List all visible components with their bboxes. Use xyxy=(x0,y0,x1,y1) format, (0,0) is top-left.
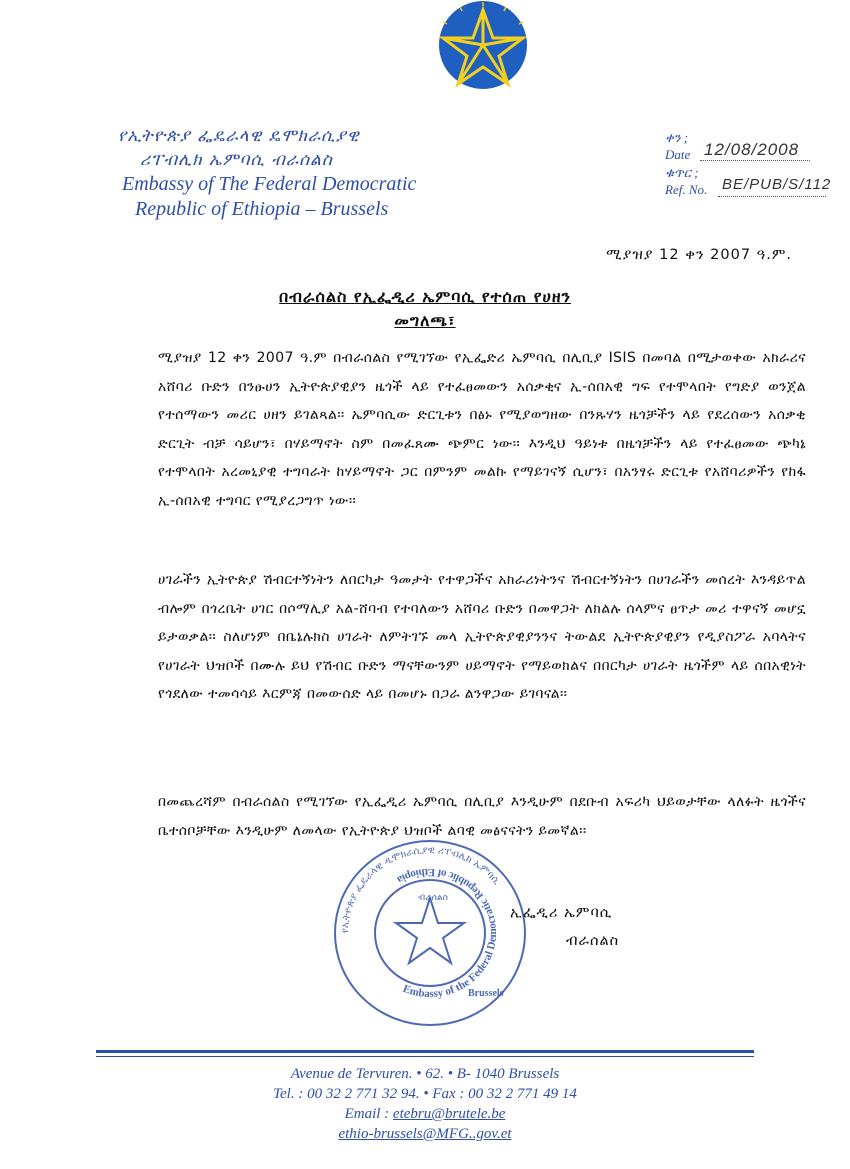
date-amharic-label: ቀን ; xyxy=(665,130,689,145)
ref-amharic-label: ቁጥር ; xyxy=(665,165,699,180)
date-underline xyxy=(700,160,810,161)
footer-phone: Tel. : 00 32 2 771 32 94. • Fax : 00 32 2 771 49 14 xyxy=(273,1086,577,1102)
footer-address: Avenue de Tervuren. • 62. • B- 1040 Brussels xyxy=(290,1066,560,1082)
letter-title-line2: መግለጫ፣ xyxy=(394,311,456,330)
footer-email-link-1[interactable]: etebru@brutele.be xyxy=(392,1106,506,1122)
footer-rule-thin xyxy=(96,1056,754,1057)
signature-line1: ኢፌዲሪ ኤምባሲ xyxy=(510,905,613,921)
ref-underline xyxy=(718,196,826,197)
date-label: Date xyxy=(665,147,691,162)
seal-inner-text: Embassy of the Federal Democratic Republic of Ethiopia xyxy=(394,865,500,1001)
footer-email-row xyxy=(0,1106,850,1123)
paragraph-3: በመጨረሻም በብራሰልስ የሚገኘው የኢፌዲሪ ኤምባሲ በሊቢያ እንዲሁም በደቡብ አፍሪካ ህይወታቸው ላለፉት ዜጎችና ቤተሰቦቻቸው እንዲሁም ለመላው የኢትዮጵያ ህዝቦች ልባዊ መፅናናትን ይመኛል፡፡ xyxy=(158,794,806,839)
ethiopian-emblem-icon xyxy=(428,0,538,100)
footer-email-row-2 xyxy=(0,1126,850,1143)
date-value: 12/08/2008 xyxy=(704,140,800,159)
letterhead-english-line1: Embassy of The Federal Democratic xyxy=(122,173,417,195)
letterhead-amharic-line2: ሪፐብሊክ ኤምባሲ ብራሰልስ xyxy=(140,150,333,170)
paragraph-1: ሚያዝያ 12 ቀን 2007 ዓ.ም በብራሰልስ የሚገኘው የኢፌድሪ ኤምባሲ በሊቢያ ISIS በመባል በሚታወቀው አክራሪና አሸባሪ ቡድን በንፁሀን ኢትዮጵያዊያን ዜጎች ላይ የተፈፀመውን አሰቃቂና ኢ-ሰበአዊ ግፍ የተሞላበት የግድያ ወንጀል የተሰማውን መሪር ሀዘን ይገልጻል፡፡ ኤምባሲው ድርጊቱን በፅኑ የሚያወግዘው በንጹሃን ዜጎቻችን ላይ የደረሰውን አሰቃቂ ድርጊት ብቻ ሳይሆን፣ በሃይማኖት ስም በመፈጸሙ ጭምር ነው፡፡ እንዲህ ዓይነቱ በዜጎቻችን ላይ የተፈፀመው ጭካኔ የተሞላበት አረመኒያዊ ተግባራት ከሃይማኖት ጋር በምንም መልኩ የማይገናኝ ሲሆን፣ በአንፃሩ ድርጊቱ የአሸባሪዎችን የከፋ ኢ-ሰበአዊ ተግባር የሚያረጋግጥ ነው፡፡ xyxy=(158,350,807,509)
letter-date: ሚያዝያ 12 ቀን 2007 ዓ.ም. xyxy=(606,247,792,263)
embassy-seal-icon xyxy=(330,838,530,1028)
letterhead-english-line2: Republic of Ethiopia – Brussels xyxy=(135,198,389,220)
seal-outer-text: የኢትዮጵያ ፌዴራላዊ ዲሞክራሲያዊ ሪፐብሊክ ኤምባሲ xyxy=(339,844,502,934)
footer-email-link-2[interactable]: ethio-brussels@MFG..gov.et xyxy=(338,1126,512,1142)
footer-email-label: Email : xyxy=(344,1106,393,1122)
seal-city-english: Brussels xyxy=(468,988,504,999)
letterhead-amharic-line1: የኢትዮጵያ ፌዴራላዊ ዴሞክራሲያዊ xyxy=(118,126,360,146)
footer-rule-thick xyxy=(96,1050,754,1053)
signature-line2: ብራሰልስ xyxy=(566,933,620,949)
ref-label: Ref. No. xyxy=(665,182,708,197)
ref-value: BE/PUB/S/112 xyxy=(722,176,832,193)
paragraph-2: ሀገራችን ኢትዮጵያ ሽብርተኝነትን ለበርካታ ዓመታት የተዋጋችና አክራሪነትንና ሽብርተኝነትን በሀገራችን መሰረት እንዳይጥል ብሎም በጎረቤት ሀገር በሶማሊያ አል-ሸባብ የተባለውን አሸባሪ ቡድን በመዋጋት ለክልሉ ሰላምና ፀጥታ መሪ ተዋናኝ መሆኗ ይታወቃል፡፡ ስለሆነም በቤኔሉክስ ሀገራት ለምትገኙ መላ ኢትዮጵያዊያንንና ትውልደ ኢትዮጵያዊያን የዲያስፖራ አባላትና የሀገራት ህዝቦች በሙሉ ይህ የሽብር ቡድን ማናቸውንም ሀይማኖት የማይወክልና በበርካታ ሀገራት ዜጎችም ላይ ሰበአዊነት የጎደለው ተመሳሳይ እርምጃ በመውሰድ ላይ በመሆኑ በጋራ ልንዋጋው ይገባናል፡፡ xyxy=(158,572,806,702)
letter-title-line1: በብራሰልስ የኢፌዲሪ ኤምባሲ የተሰጠ የሀዘን xyxy=(279,287,571,306)
seal-city-amharic: ብራሰልስ xyxy=(418,893,448,903)
